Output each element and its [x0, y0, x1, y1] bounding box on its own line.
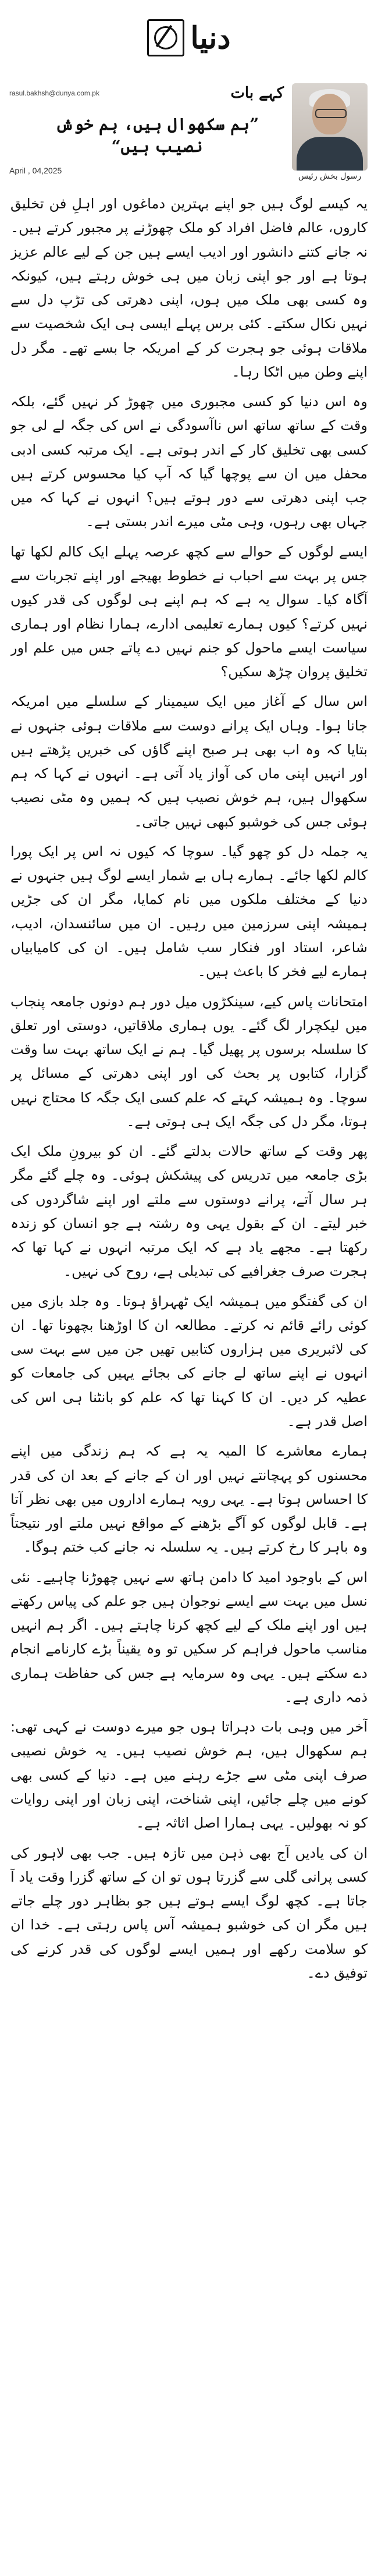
article-paragraph: یہ کیسے لوگ ہیں جو اپنے بہترین دماغوں اور اہلِ فن تخلیق کاروں، عالم فاضل افراد کو ملک چھوڑنے پر مجبور کرتے ہیں۔ نہ جانے کتنے دانشور اور ادیب ایسے ہیں جن کے لیے عالم عزیز ہوتا ہے اور جو اپنی زبان میں ہی خوش رہتے ہیں، کیونکہ وہ کسی بھی ملک میں ہوں، اپنی دھرتی کی تڑپ دل سے نہیں نکال سکتے۔ کئی برس پہلے ایسی ہی ایک شخصیت سے ملاقات ہوئی جو ہجرت کر کے امریکہ جا بسے تھے۔ مگر دل اپنے وطن میں اٹکا رہا۔ — [10, 196, 368, 380]
logo-text: دنیا — [190, 20, 231, 56]
article-paragraph: ان کی یادیں آج بھی ذہن میں تازہ ہیں۔ جب بھی لاہور کی کسی پرانی گلی سے گزرتا ہوں تو ان کے ساتھ گزرا وقت یاد آ جاتا ہے۔ کچھ لوگ ایسے ہوتے ہیں جو بظاہر دور چلے جاتے ہیں مگر ان کی خوشبو ہمیشہ آس پاس رہتی ہے۔ خدا ان کو سلامت رکھے اور ہمیں ایسے لوگوں کی قدر کرنے کی توفیق دے۔ — [10, 1844, 368, 1981]
author-portrait — [292, 83, 368, 171]
article-body — [10, 192, 368, 2561]
article-paragraph: ان کی گفتگو میں ہمیشہ ایک ٹھہراؤ ہوتا۔ وہ جلد بازی میں کوئی رائے قائم نہ کرتے۔ مطالعہ ان کا اوڑھنا بچھونا تھا۔ ان کی لائبریری میں ہزاروں کتابیں تھیں جن میں سے بہت سی انہوں نے اپنے ساتھ لے جانے کی بجائے یہیں کی جامعات کو عطیہ کر دیں۔ ان کا کہنا تھا کہ علم کو بانٹنا ہی اس کی اصل قدر ہے۔ — [10, 1293, 368, 1430]
article-paragraph: پھر وقت کے ساتھ حالات بدلتے گئے۔ ان کو بیرونِ ملک ایک بڑی جامعہ میں تدریس کی پیشکش ہوئی۔ وہ چلے گئے مگر ہر سال آتے، پرانے دوستوں سے ملتے اور اپنے شاگردوں کی خبر لیتے۔ ان کے بقول یہی وہ رشتہ ہے جو انسان کو زندہ رکھتا ہے۔ مجھے یاد ہے کہ ایک مرتبہ انہوں نے کہا تھا کہ ہجرت صرف جغرافیے کی تبدیلی ہے، روح کی نہیں۔ — [10, 1143, 368, 1280]
article-paragraph: امتحانات پاس کیے، سینکڑوں میل دور ہم دونوں جامعہ پنجاب میں لیکچرار لگ گئے۔ یوں ہماری ملاقاتیں، دوستی اور تعلق کا سلسلہ برسوں پر پھیل گیا۔ ہم نے ایک ساتھ بہت سا وقت گزارا، کتابوں پر بحث کی اور اپنی دھرتی کے مسائل پر سوچا۔ وہ ہمیشہ کہتے کہ علم کسی ایک جگہ کا محتاج نہیں ہوتا، مگر دل کی جگہ ایک ہی ہوتی ہے۔ — [10, 993, 368, 1130]
article-paragraph: اس کے باوجود امید کا دامن ہاتھ سے نہیں چھوڑنا چاہیے۔ نئی نسل میں بہت سے ایسے نوجوان ہیں جو علم کی پیاس رکھتے ہیں اور اپنے ملک کے لیے کچھ کرنا چاہتے ہیں۔ اگر ہم انہیں مناسب ماحول فراہم کر سکیں تو وہ یقیناً بڑے کارنامے انجام دے سکتے ہیں۔ یہی وہ سرمایہ ہے جس کی حفاظت ہماری ذمہ داری ہے۔ — [10, 1569, 368, 1705]
article-paragraph: اس سال کے آغاز میں ایک سیمینار کے سلسلے میں امریکہ جانا ہوا۔ وہاں ایک پرانے دوست سے ملاقات ہوئی جنہوں نے بتایا کہ وہ اب بھی ہر صبح اپنے گاؤں کی خبریں پڑھتے ہیں اور انہیں اپنی ماں کی آواز یاد آتی ہے۔ انہوں نے کہا کہ ہم سکھوال ہیں، ہم خوش نصیب ہیں کہ ہمیں وہ مٹی نصیب ہوئی جس کی خوشبو کبھی نہیں جاتی۔ — [10, 693, 368, 830]
author-email: rasul.bakhsh@dunya.com.pk — [9, 89, 99, 97]
publish-date: April , 04,2025 — [9, 166, 62, 175]
article-paragraph: وہ اس دنیا کو کسی مجبوری میں چھوڑ کر نہیں گئے، بلکہ وقت کے ساتھ ساتھ اس ناآسودگی نے اس کی جگہ لے لی جو کسی بھی تخلیق کار کے اندر ہوتی ہے۔ ایک مرتبہ کسی ادبی محفل میں ان سے پوچھا گیا کہ آپ کیا محسوس کرتے ہیں جب اپنی دھرتی سے دور ہوتے ہیں؟ انہوں نے کہا کہ میں جہاں بھی رہوں، وہی مٹی میرے اندر بستی ہے۔ — [10, 393, 368, 530]
article-paragraph: یہ جملہ دل کو چھو گیا۔ سوچا کہ کیوں نہ اس پر ایک پورا کالم لکھا جائے۔ ہمارے ہاں بے شمار ایسے لوگ ہیں جنہوں نے دنیا کے مختلف ملکوں میں نام کمایا، مگر ان کی جڑیں ہمیشہ اپنی سرزمین میں رہیں۔ ان میں سائنسدان، ادیب، شاعر، استاد اور فنکار سب شامل ہیں۔ ان کی کامیابیاں ہمارے لیے فخر کا باعث ہیں۔ — [10, 843, 368, 980]
masthead — [0, 0, 378, 76]
article-paragraph: آخر میں وہی بات دہراتا ہوں جو میرے دوست نے کہی تھی: ہم سکھوال ہیں، ہم خوش نصیب ہیں۔ یہ خوش نصیبی صرف اپنی مٹی سے جڑے رہنے میں ہے۔ دنیا کے کسی بھی کونے میں چلے جائیں، اپنی شناخت، اپنی زبان اور اپنی روایات کو نہ بھولیں۔ یہی ہمارا اصل اثاثہ ہے۔ — [10, 1719, 368, 1832]
headline: ”ہم سکھوال ہیں، ہم خوش نصیب ہیں“ — [55, 115, 259, 156]
logo — [147, 19, 230, 56]
article-paragraph: ہمارے معاشرے کا المیہ یہ ہے کہ ہم زندگی میں اپنے محسنوں کو پہچانتے نہیں اور ان کے جانے کے بعد ان کی قدر کا احساس ہوتا ہے۔ یہی رویہ ہمارے اداروں میں بھی نظر آتا ہے۔ قابل لوگوں کو آگے بڑھنے کے مواقع نہیں ملتے اور نتیجتاً وہ باہر کا رخ کرتے ہیں۔ یہ سلسلہ نہ جانے کب ختم ہوگا۔ — [10, 1443, 368, 1556]
column-logo: کہے بات — [230, 84, 284, 102]
author-name: رسول بخش رئیس — [298, 172, 362, 181]
article-paragraph: ایسے لوگوں کے حوالے سے کچھ عرصہ پہلے ایک کالم لکھا تھا جس پر بہت سے احباب نے خطوط بھیجے اور اپنے تجربات سے آگاہ کیا۔ سوال یہ ہے کہ ہم اپنے ہی لوگوں کی قدر کیوں نہیں کرتے؟ کیوں ہمارے تعلیمی ادارے، ہمارا نظام اور ہماری سیاست ایسے ماحول کو جنم نہیں دے پاتے جس میں علم اور تخلیق پروان چڑھ سکیں؟ — [10, 543, 368, 680]
column-header — [7, 79, 371, 186]
dunya-emblem-icon — [147, 19, 184, 56]
